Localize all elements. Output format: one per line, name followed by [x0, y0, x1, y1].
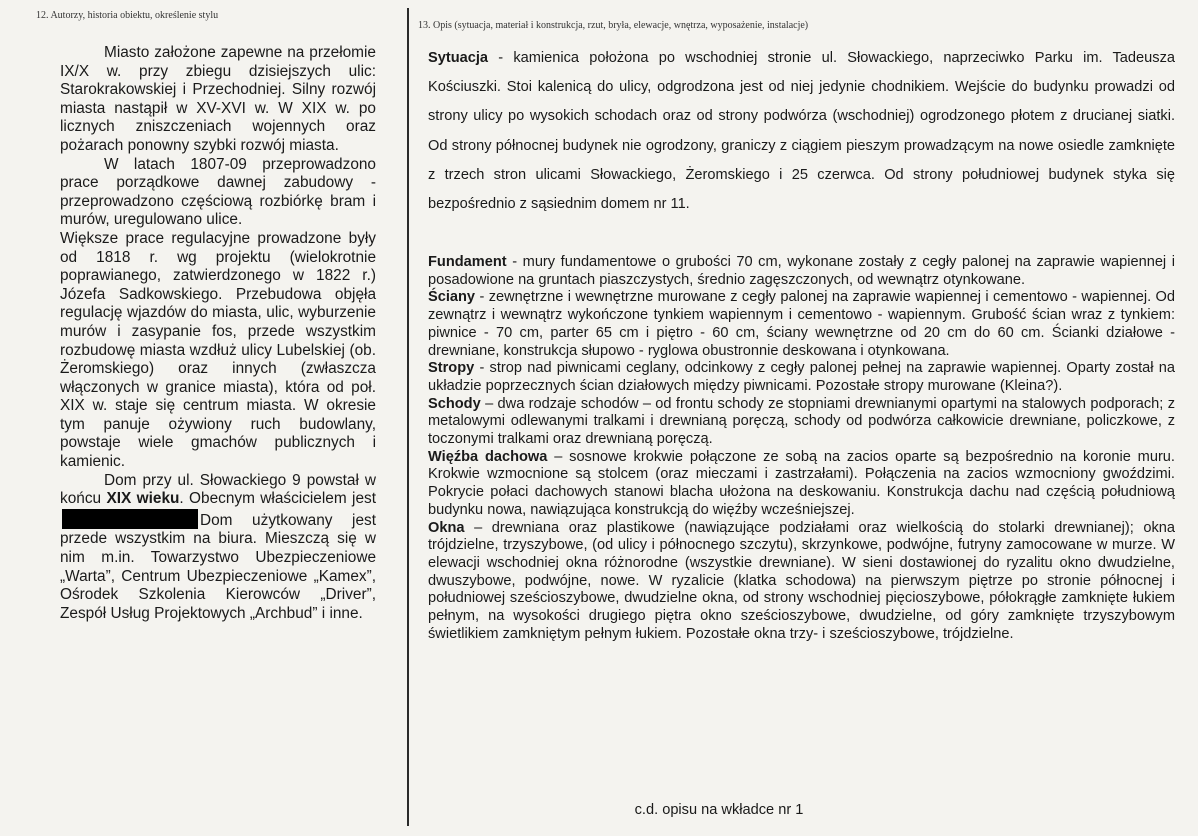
windows-text: – drewniana oraz plastikowe (nawiązujące podziałami oraz wielkością do stolarki drewnianej); okna trójdzielne, trzyszybowe, (od ulicy i północnego szczytu), skrzynkowe, podwójne, futryny zamocowane w murze. W elewacji wschodniej okna różnorodne (wszystkie drewniane). W sieni dostawionej do ryzalitu okno dwudzielne, dwuszybowe, podwójne, nowe. W ryzalicie (klatka schodowa) na pierwszym piętrze po stronie północnej i południowej sześcioszybowe, dwudzielne okna, od strony wschodniej pięcioszybowe, półokrągłe zamknięte łukiem pełnym, na wysokości drugiego piętra okno sześcioszybowe, dwudzielne, od góry zamknięte trzyszybowym świetlikiem zamkniętym pełnym łukiem. Pozostałe okna trzy- i sześcioszybowe, trójdzielne.	[428, 519, 1175, 642]
century-highlight: XIX wieku	[106, 490, 180, 508]
stairs-text: – dwa rodzaje schodów – od frontu schody ze stopniami drewnianymi opartymi na stalowych podporach; z metalowymi odlewanymi tralkami i drewnianą poręczą, schody od podwórza całkowicie drewniane, policzkowe, z toczonymi tralkami oraz drewnianą poręczą.	[428, 395, 1175, 448]
history-column	[60, 44, 376, 623]
foundation-label: Fundament	[428, 254, 507, 270]
ceilings-paragraph	[428, 360, 1175, 395]
history-p4-start: Dom przy ul. Słowackiego 9 powstał w końcu	[60, 471, 376, 508]
stairs-paragraph	[428, 396, 1175, 449]
windows-label: Okna	[428, 519, 465, 536]
roof-truss-paragraph	[428, 449, 1175, 520]
foundation-text: - mury fundamentowe o grubości 70 cm, wykonane zostały z cegły palonej na zaprawie wapiennej i posadowione na gruntach piaszczystych, średnio zagęszczonych, od wewnątrz otynkowane.	[428, 254, 1175, 288]
history-paragraph-3: Większe prace regulacyjne prowadzone były od 1818 r. wg projektu (wielokrotnie poprawianego, zatwierdzonego w 1822 r.) Józefa Sadkowskiego. Przebudowa objęła regulację wjazdów do miasta, ulic, wyburzenie murów i zasypanie fos, przede wszystkim rozbudowę miasta wzdłuż ulicy Lubelskiej (ob. Żeromskiego) oraz innych (zwłaszcza włączonych w granice miasta), która od poł. XIX w. staje się centrum miasta. W okresie tym panuje ożywiony ruch budowlany, powstaje wiele gmachów publicznych i kamienic.	[60, 229, 376, 471]
stairs-label: Schody	[428, 395, 481, 412]
left-section-header: 12. Autorzy, historia obiektu, określenie stylu	[36, 10, 219, 21]
redacted-owner-block	[62, 509, 198, 529]
situation-section	[428, 44, 1175, 219]
history-paragraph-2: W latach 1807-09 przeprowadzono prace porządkowe dawnej zabudowy - przeprowadzono częściową rozbiórkę bram i murów, uregulowano ulice.	[60, 155, 376, 229]
continuation-text: c.d. opisu na wkładce nr 1	[634, 802, 804, 818]
column-divider	[407, 8, 409, 826]
ceilings-label: Stropy	[428, 360, 475, 377]
history-paragraph-1: Miasto założone zapewne na przełomie IX/X w. przy zbiegu dzisiejszych ulic: Starokrakowskiej i Przechodniej. Silny rozwój miasta nastąpił w XV-XVI w. W XIX w. po licznych zniszczeniach wojennych oraz pożarach ponowny szybki rozwój miasta.	[60, 44, 376, 154]
history-p4-owner: . Obecnym właścicielem jest	[179, 490, 376, 508]
situation-label: Sytuacja	[428, 50, 489, 66]
continuation-note	[0, 802, 1198, 818]
foundation-paragraph	[428, 254, 1175, 289]
windows-paragraph	[428, 520, 1175, 644]
situation-text: - kamienica położona po wschodniej stronie ul. Słowackiego, naprzeciwko Parku im. Tadeusza Kościuszki. Stoi kalenicą do ulicy, odgrodzona jest od niej jedynie chodnikiem. Wejście do budynku prowadzi od strony ulicy po wysokich schodach oraz od strony podwórza (wschodniej) ogrodzonego płotem z drucianej siatki. Od strony północnej budynek nie ogrodzony, graniczy z ciągiem pieszym prowadzącym na nowe osiedle zamknięte z trzech stron ulicami Słowackiego, Żeromskiego i 25 czerwca. Od strony południowej budynek styka się bezpośrednio z sąsiednim domem nr 11.	[428, 50, 1175, 213]
history-paragraph-4	[60, 472, 376, 624]
ceilings-text: - strop nad piwnicami ceglany, odcinkowy z cegły palonej pełnej na zaprawie wapiennej. Oparty został na układzie poprzecznych ścian działowych między piwnicami. Pozostałe stropy murowane (Kleina?).	[428, 360, 1175, 394]
right-section-header: 13. Opis (sytuacja, materiał i konstrukcja, rzut, bryła, elewacje, wnętrza, wyposażenie, instalacje)	[418, 20, 809, 31]
walls-text: - zewnętrzne i wewnętrzne murowane z cegły palonej na zaprawie wapiennej i cementowo - wapiennej. Od zewnątrz i wewnątrz wykończone tynkiem wapiennym i cementowo - wapiennym. Grubość ścian wraz z tynkiem: piwnice - 70 cm, parter 65 cm i piętro - 60 cm, ściany wewnętrzne od 20 cm do 60 cm. Ścianki działowe - drewniane, konstrukcja słupowo - ryglowa obustronnie deskowana i otynkowana.	[428, 289, 1175, 359]
walls-paragraph	[428, 289, 1175, 360]
roof-truss-text: – sosnowe krokwie połączone ze sobą na zacios oparte są bezpośrednio na koronie muru. Krokwie wzmocnione są stolcem (oraz mieczami i zastrzałami). Połączenia na zacios wzmocniony gwoździmi. Pokrycie połaci dachowych stanowi blacha ułożona na deskowaniu. Konstrukcja dachu nad częścią południową budynku nowa, nawiązująca konstrukcją do więźby wcześniejszej.	[428, 448, 1175, 518]
construction-section	[428, 254, 1175, 643]
history-p4-usage: Dom użytkowany jest przede wszystkim na biura. Mieszczą się w nim m.in. Towarzystwo Ubezpieczeniowe „Warta”, Centrum Ubezpieczeniowe „Kamex”, Ośrodek Szkolenia Kierowców „Driver”, Zespół Usług Projektowych „Archbud” i inne.	[60, 511, 376, 622]
walls-label: Ściany	[428, 289, 476, 306]
situation-paragraph	[428, 44, 1175, 219]
roof-truss-label: Więźba dachowa	[428, 448, 548, 465]
